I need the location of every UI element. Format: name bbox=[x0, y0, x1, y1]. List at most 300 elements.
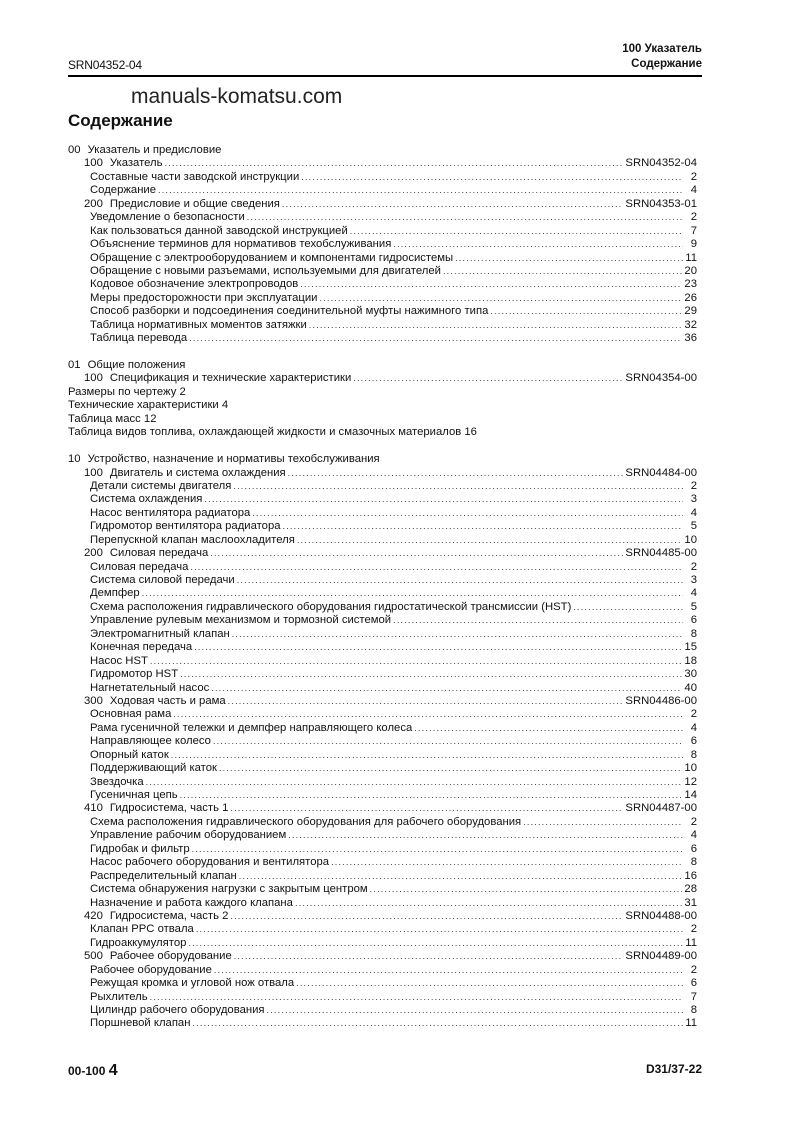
toc-page-ref: 3 bbox=[690, 493, 697, 506]
toc-number: 500 bbox=[84, 950, 103, 963]
toc-page-ref: 15 bbox=[684, 641, 697, 654]
toc-page-ref: 11 bbox=[685, 936, 697, 949]
toc-entry[interactable] bbox=[68, 923, 697, 936]
toc-number: 100 bbox=[84, 372, 103, 385]
dot-leader bbox=[233, 480, 683, 493]
toc-label bbox=[90, 534, 295, 547]
dot-leader bbox=[190, 561, 683, 574]
toc-title: Рабочее оборудование bbox=[90, 963, 212, 976]
toc-label bbox=[90, 991, 148, 1004]
toc-page-ref: 16 bbox=[684, 869, 697, 882]
toc-entry[interactable] bbox=[68, 628, 697, 641]
toc-label bbox=[90, 897, 293, 910]
section-title: 100 Указатель bbox=[622, 43, 702, 55]
toc-page-ref: 11 bbox=[685, 1017, 697, 1030]
toc-page-ref: 23 bbox=[684, 278, 697, 291]
toc-label bbox=[90, 1004, 265, 1017]
document-code: SRN04352-04 bbox=[68, 58, 142, 72]
toc-entry[interactable] bbox=[68, 991, 697, 1004]
toc-section[interactable] bbox=[68, 198, 697, 211]
toc-label bbox=[84, 372, 351, 385]
toc-title: Таблица нормативных моментов затяжки bbox=[90, 318, 307, 331]
toc-spacer bbox=[68, 346, 697, 359]
dot-leader bbox=[252, 507, 683, 520]
running-header bbox=[622, 42, 702, 72]
dot-leader bbox=[393, 614, 683, 627]
toc-entry[interactable] bbox=[68, 856, 697, 869]
toc-title: Система обнаружения нагрузки с закрытым центром bbox=[90, 883, 368, 896]
toc-title: Распределительный клапан bbox=[90, 869, 237, 882]
toc-section[interactable] bbox=[68, 802, 697, 815]
toc-label bbox=[90, 1017, 190, 1030]
toc-section[interactable] bbox=[68, 467, 697, 480]
toc-label bbox=[90, 319, 307, 332]
toc-page-ref: 4 bbox=[690, 829, 697, 842]
dot-leader bbox=[211, 682, 682, 695]
dot-leader bbox=[353, 372, 623, 385]
toc-title: Устройство, назначение и нормативы техобслуживания bbox=[87, 453, 380, 466]
toc-title: Цилиндр рабочего оборудования bbox=[90, 1004, 265, 1016]
toc-entry[interactable] bbox=[68, 897, 697, 910]
toc-label bbox=[84, 950, 232, 963]
toc-label bbox=[84, 802, 228, 815]
toc-entry[interactable] bbox=[68, 520, 697, 533]
toc-entry[interactable] bbox=[68, 319, 697, 332]
toc-page-ref: 8 bbox=[690, 748, 697, 761]
dot-leader bbox=[180, 668, 682, 681]
toc-label bbox=[90, 587, 140, 600]
dot-leader bbox=[192, 1017, 683, 1030]
dot-leader bbox=[350, 225, 683, 238]
toc-entry[interactable] bbox=[68, 305, 697, 318]
toc-title: Технические характеристики 4 bbox=[68, 399, 229, 412]
toc-page-ref: 32 bbox=[684, 318, 697, 331]
toc-page-ref: SRN04353-01 bbox=[625, 197, 697, 210]
toc-page-ref: 5 bbox=[690, 600, 697, 613]
dot-leader bbox=[309, 319, 683, 332]
toc-page-ref: 4 bbox=[690, 587, 697, 600]
toc-label bbox=[90, 211, 245, 224]
toc-entry[interactable] bbox=[68, 762, 697, 775]
toc-entry[interactable] bbox=[68, 749, 697, 762]
toc-page-ref: 30 bbox=[684, 668, 697, 681]
toc-label bbox=[90, 292, 317, 305]
toc-section[interactable] bbox=[68, 547, 697, 560]
toc-title: Обращение с новыми разъемами, используемыми для двигателей bbox=[90, 264, 441, 277]
toc-number: 100 bbox=[84, 157, 103, 170]
toc-label bbox=[90, 843, 190, 856]
toc-page-ref: SRN04484-00 bbox=[625, 466, 697, 479]
toc-title: Поршневой клапан bbox=[90, 1017, 191, 1030]
dot-leader bbox=[213, 735, 683, 748]
toc-title: Схема расположения гидравлического оборудования гидростатической трансмиссии (HST) bbox=[90, 600, 572, 613]
dot-leader bbox=[196, 923, 683, 936]
toc-entry[interactable] bbox=[68, 937, 697, 950]
toc-label bbox=[90, 238, 391, 251]
toc-label bbox=[90, 964, 212, 977]
toc-label bbox=[90, 655, 148, 668]
dot-leader bbox=[573, 601, 683, 614]
toc-page-ref: SRN04485-00 bbox=[625, 547, 697, 560]
dot-leader bbox=[189, 332, 682, 345]
model-code: D31/37-22 bbox=[645, 1062, 702, 1076]
dot-leader bbox=[301, 171, 683, 184]
toc-title: Управление рабочим оборудованием bbox=[90, 829, 287, 842]
toc-page-ref: 10 bbox=[684, 533, 697, 546]
toc-label bbox=[90, 923, 194, 936]
toc-label bbox=[90, 561, 188, 574]
revision-number: 4 bbox=[108, 1062, 118, 1079]
toc-label bbox=[84, 198, 280, 211]
toc-entry[interactable] bbox=[68, 614, 697, 627]
toc-section[interactable] bbox=[68, 372, 697, 385]
toc-number: 420 bbox=[84, 909, 103, 922]
dot-leader bbox=[230, 910, 623, 923]
toc-title: Система охлаждения bbox=[90, 493, 203, 506]
toc-title: Назначение и работа каждого клапана bbox=[90, 896, 293, 909]
dot-leader bbox=[319, 292, 682, 305]
toc-entry[interactable] bbox=[68, 292, 697, 305]
toc-title: Основная рама bbox=[90, 708, 172, 721]
toc-page-ref: 4 bbox=[690, 721, 697, 734]
dot-leader bbox=[296, 977, 683, 990]
dot-leader bbox=[171, 749, 683, 762]
toc-title: Двигатель и система охлаждения bbox=[109, 466, 286, 479]
toc-label bbox=[90, 332, 187, 345]
toc-label bbox=[90, 668, 178, 681]
toc-label bbox=[90, 265, 441, 278]
dot-leader bbox=[300, 278, 682, 291]
toc-label bbox=[90, 171, 299, 184]
toc-page-ref: 4 bbox=[690, 184, 697, 197]
toc-label bbox=[90, 722, 412, 735]
toc-entry[interactable] bbox=[68, 870, 697, 883]
dot-leader bbox=[228, 695, 624, 708]
toc-title: Спецификация и технические характеристики bbox=[109, 372, 352, 385]
toc-page-ref: 2 bbox=[690, 923, 697, 936]
toc-title: Обращение с электрооборудованием и компонентами гидросистемы bbox=[90, 251, 454, 264]
toc-entry[interactable] bbox=[68, 507, 697, 520]
dot-leader bbox=[165, 157, 624, 170]
watermark: manuals-komatsu.com bbox=[131, 85, 343, 108]
toc-title: Гидромотор вентилятора радиатора bbox=[90, 520, 281, 533]
toc-title: Гидроаккумулятор bbox=[90, 936, 187, 949]
toc-label bbox=[84, 157, 163, 170]
dot-leader bbox=[194, 641, 682, 654]
toc-title: Направляющее колесо bbox=[90, 735, 211, 748]
toc-page-ref: 8 bbox=[690, 627, 697, 640]
toc-title: Рыхлитель bbox=[90, 990, 148, 1003]
toc-label bbox=[90, 614, 391, 627]
dot-leader bbox=[214, 964, 683, 977]
toc-label bbox=[90, 252, 453, 265]
toc-entry[interactable] bbox=[68, 843, 697, 856]
toc-title: Силовая передача bbox=[90, 560, 189, 573]
toc-label bbox=[68, 453, 380, 466]
toc-title: Звездочка bbox=[90, 775, 144, 788]
dot-leader bbox=[219, 762, 682, 775]
toc-label bbox=[90, 480, 231, 493]
toc-page-ref: 2 bbox=[690, 560, 697, 573]
dot-leader bbox=[180, 789, 683, 802]
toc-label bbox=[68, 413, 156, 426]
toc-entry[interactable] bbox=[68, 225, 697, 238]
toc-title: Общие положения bbox=[87, 359, 186, 371]
toc-entry[interactable] bbox=[68, 534, 697, 547]
toc-title: Перепускной клапан маслоохладителя bbox=[90, 533, 295, 546]
toc-title: Указатель bbox=[109, 157, 163, 170]
toc-label bbox=[90, 977, 294, 990]
toc-entry[interactable] bbox=[68, 977, 697, 990]
toc-title: Система силовой передачи bbox=[90, 574, 235, 586]
toc-entry[interactable] bbox=[68, 238, 697, 251]
dot-leader bbox=[188, 937, 683, 950]
toc-title: Гидромотор HST bbox=[90, 668, 179, 681]
toc-title: Содержание bbox=[90, 184, 157, 197]
toc-label bbox=[90, 682, 209, 695]
toc-page-ref: SRN04354-00 bbox=[625, 372, 697, 385]
toc-entry[interactable] bbox=[68, 211, 697, 224]
toc-label bbox=[90, 870, 237, 883]
toc-entry[interactable] bbox=[68, 574, 697, 587]
toc-title: Гидросистема, часть 1 bbox=[109, 802, 229, 815]
toc-entry[interactable] bbox=[68, 184, 697, 197]
toc-entry[interactable] bbox=[68, 1017, 697, 1030]
dot-leader bbox=[173, 708, 683, 721]
toc-page-ref: SRN04487-00 bbox=[625, 802, 697, 815]
toc-label bbox=[90, 305, 488, 318]
toc-number: 200 bbox=[84, 197, 103, 210]
toc-title: Таблица масс 12 bbox=[68, 412, 157, 425]
toc-label bbox=[68, 144, 221, 157]
toc-label bbox=[90, 708, 171, 721]
toc-title: Составные части заводской инструкции bbox=[90, 170, 300, 183]
toc-page-ref: 6 bbox=[690, 735, 697, 748]
toc-entry bbox=[68, 399, 697, 412]
toc-part bbox=[68, 453, 697, 466]
subsection-title: Содержание bbox=[631, 58, 702, 70]
toc-page-ref: 6 bbox=[690, 614, 697, 627]
toc-entry[interactable] bbox=[68, 655, 697, 668]
toc-entry[interactable] bbox=[68, 776, 697, 789]
toc-page-ref: 29 bbox=[684, 305, 697, 318]
toc-title: Таблица перевода bbox=[90, 332, 188, 345]
toc-entry[interactable] bbox=[68, 171, 697, 184]
dot-leader bbox=[282, 198, 623, 211]
toc-page-ref: 2 bbox=[690, 170, 697, 183]
dot-leader bbox=[146, 776, 683, 789]
toc-label bbox=[90, 601, 571, 614]
toc-title: Насос рабочего оборудования и вентилятора bbox=[90, 856, 330, 869]
toc-entry[interactable] bbox=[68, 883, 697, 896]
toc-page-ref: 2 bbox=[690, 479, 697, 492]
toc-title: Указатель и предисловие bbox=[87, 144, 222, 156]
toc-title: Рабочее оборудование bbox=[109, 950, 232, 963]
toc-entry[interactable] bbox=[68, 278, 697, 291]
toc-title: Клапан PPC отвала bbox=[90, 923, 194, 936]
toc-section[interactable] bbox=[68, 157, 697, 170]
header-rule bbox=[68, 75, 702, 77]
dot-leader bbox=[234, 950, 624, 963]
toc-label bbox=[90, 762, 217, 775]
toc-page-ref: 2 bbox=[690, 963, 697, 976]
dot-leader bbox=[237, 574, 683, 587]
toc-entry[interactable] bbox=[68, 829, 697, 842]
toc-page-ref: 2 bbox=[690, 815, 697, 828]
toc-page-ref: 18 bbox=[684, 654, 697, 667]
dot-leader bbox=[414, 722, 683, 735]
toc-title: Силовая передача bbox=[109, 547, 209, 560]
toc-label bbox=[90, 574, 235, 587]
dot-leader bbox=[150, 991, 683, 1004]
dot-leader bbox=[370, 883, 683, 896]
toc-section[interactable] bbox=[68, 950, 697, 963]
toc-entry[interactable] bbox=[68, 816, 697, 829]
toc-label bbox=[90, 184, 156, 197]
dot-leader bbox=[142, 587, 683, 600]
toc-page-ref: 31 bbox=[684, 896, 697, 909]
toc-page-ref: 10 bbox=[684, 762, 697, 775]
toc-page-ref: 11 bbox=[685, 251, 697, 264]
toc-entry bbox=[68, 386, 697, 399]
toc-title: Способ разборки и подсоединения соединительной муфты нажимного типа bbox=[90, 305, 489, 318]
toc-title: Демпфер bbox=[90, 587, 140, 600]
toc-entry[interactable] bbox=[68, 722, 697, 735]
toc-page-ref: 3 bbox=[690, 574, 697, 586]
toc-label bbox=[90, 776, 144, 789]
toc-number: 200 bbox=[84, 547, 103, 560]
toc-part bbox=[68, 359, 697, 372]
toc-entry[interactable] bbox=[68, 735, 697, 748]
toc-title: Меры предосторожности при эксплуатации bbox=[90, 291, 318, 304]
toc-part bbox=[68, 144, 697, 157]
toc-label bbox=[68, 399, 228, 412]
toc-page-ref: 26 bbox=[684, 291, 697, 304]
dot-leader bbox=[230, 802, 623, 815]
footer-page-code bbox=[68, 1062, 118, 1080]
toc-title: Уведомление о безопасности bbox=[90, 211, 245, 224]
dot-leader bbox=[523, 816, 683, 829]
toc-page-ref: 6 bbox=[690, 842, 697, 855]
toc-page-ref: 2 bbox=[690, 708, 697, 721]
toc-entry[interactable] bbox=[68, 668, 697, 681]
toc-entry[interactable] bbox=[68, 561, 697, 574]
toc-entry[interactable] bbox=[68, 682, 697, 695]
toc-label bbox=[84, 467, 286, 480]
toc-entry[interactable] bbox=[68, 265, 697, 278]
toc-entry[interactable] bbox=[68, 1004, 697, 1017]
toc-label bbox=[90, 278, 298, 291]
toc-number: 410 bbox=[84, 802, 103, 815]
toc-label bbox=[90, 493, 202, 506]
toc-title: Ходовая часть и рама bbox=[109, 694, 226, 707]
dot-leader bbox=[443, 265, 682, 278]
dot-leader bbox=[455, 252, 683, 265]
toc-page-ref: SRN04488-00 bbox=[625, 909, 697, 922]
toc-title: Как пользоваться данной заводской инструкцией bbox=[90, 224, 348, 237]
dot-leader bbox=[232, 628, 683, 641]
dot-leader bbox=[288, 829, 683, 842]
dot-leader bbox=[393, 238, 683, 251]
toc-number: 100 bbox=[84, 466, 103, 479]
toc-number: 01 bbox=[68, 359, 81, 371]
toc-title: Конечная передача bbox=[90, 641, 193, 654]
toc-title: Электромагнитный клапан bbox=[90, 627, 230, 640]
toc-label bbox=[90, 883, 368, 896]
toc-label bbox=[84, 695, 226, 708]
toc-page-ref: SRN04486-00 bbox=[625, 694, 697, 707]
toc-label bbox=[84, 910, 228, 923]
toc-label bbox=[90, 829, 286, 842]
dot-leader bbox=[247, 211, 683, 224]
toc-label bbox=[90, 225, 348, 238]
toc-title: Гусеничная цепь bbox=[90, 789, 178, 801]
toc-title: Режущая кромка и угловой нож отвала bbox=[90, 977, 295, 990]
toc-entry[interactable] bbox=[68, 332, 697, 345]
toc-page-ref: 20 bbox=[684, 264, 697, 277]
toc-entry[interactable] bbox=[68, 789, 697, 802]
toc-entry[interactable] bbox=[68, 708, 697, 721]
toc-page-ref: SRN04489-00 bbox=[625, 950, 697, 963]
toc-entry[interactable] bbox=[68, 252, 697, 265]
toc-title: Предисловие и общие сведения bbox=[109, 197, 280, 210]
toc-title: Насос вентилятора радиатора bbox=[90, 506, 251, 519]
toc-label bbox=[90, 735, 211, 748]
toc-label bbox=[90, 816, 521, 829]
toc-entry[interactable] bbox=[68, 480, 697, 493]
toc-entry[interactable] bbox=[68, 587, 697, 600]
page-code: 00-100 bbox=[68, 1064, 106, 1078]
toc-entry[interactable] bbox=[68, 601, 697, 614]
toc-label bbox=[90, 520, 281, 533]
toc-page-ref: 28 bbox=[684, 883, 697, 896]
toc-page-ref: 12 bbox=[684, 775, 697, 788]
dot-leader bbox=[331, 856, 683, 869]
toc-page-ref: 4 bbox=[690, 506, 697, 519]
toc-section[interactable] bbox=[68, 910, 697, 923]
toc-label bbox=[68, 359, 185, 372]
toc-label bbox=[90, 856, 329, 869]
toc-page-ref: SRN04352-04 bbox=[625, 157, 697, 170]
toc-page-ref: 8 bbox=[690, 1004, 697, 1016]
toc-page-ref: 2 bbox=[690, 211, 697, 224]
toc-page-ref: 6 bbox=[690, 977, 697, 990]
toc-section[interactable] bbox=[68, 695, 697, 708]
dot-leader bbox=[297, 534, 683, 547]
dot-leader bbox=[158, 184, 683, 197]
toc-page-ref: 14 bbox=[684, 789, 697, 801]
dot-leader bbox=[295, 897, 682, 910]
toc-entry[interactable] bbox=[68, 964, 697, 977]
toc-page-ref: 7 bbox=[690, 990, 697, 1003]
dot-leader bbox=[288, 467, 624, 480]
dot-leader bbox=[150, 655, 683, 668]
toc-title: Рама гусеничной тележки и демпфер направляющего колеса bbox=[90, 721, 413, 734]
toc-entry[interactable] bbox=[68, 493, 697, 506]
toc-label bbox=[90, 937, 186, 950]
toc-page-ref: 9 bbox=[690, 238, 697, 251]
toc-entry[interactable] bbox=[68, 641, 697, 654]
toc-page-ref: 36 bbox=[684, 332, 697, 345]
toc-title: Кодовое обозначение электропроводов bbox=[90, 278, 299, 291]
dot-leader bbox=[192, 843, 683, 856]
dot-leader bbox=[239, 870, 683, 883]
toc-label bbox=[90, 641, 192, 654]
toc-number: 300 bbox=[84, 694, 103, 707]
toc-title: Детали системы двигателя bbox=[90, 479, 232, 492]
toc-page-ref: 40 bbox=[684, 681, 697, 694]
toc-entry bbox=[68, 426, 697, 439]
